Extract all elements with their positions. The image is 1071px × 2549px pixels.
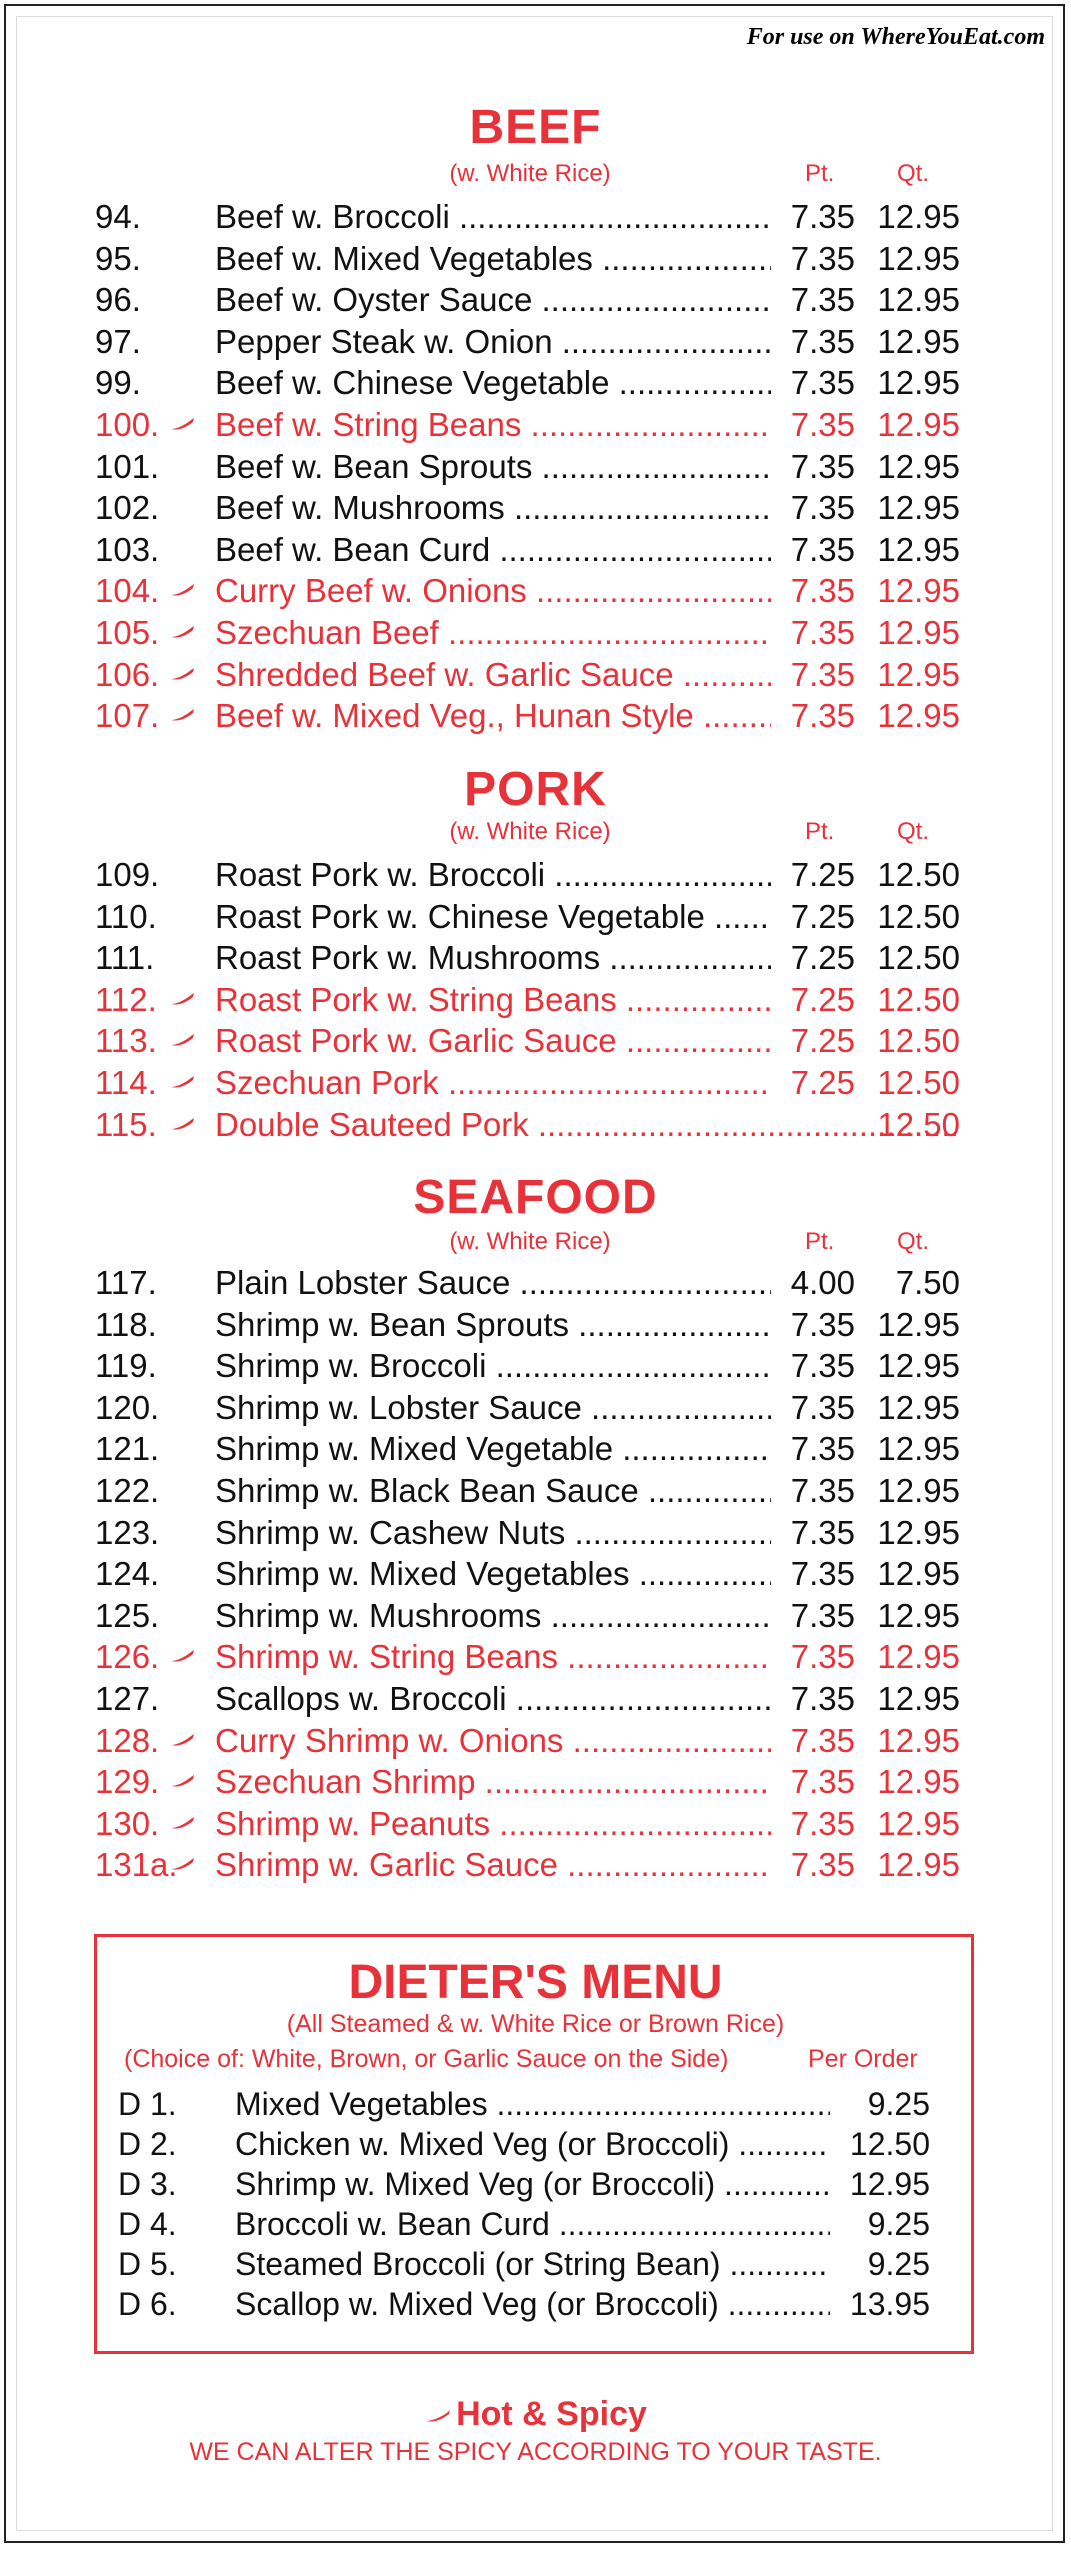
item-name: Beef w. Bean Curd ..... (215, 529, 771, 571)
pint-column-header: Pt. (805, 818, 835, 845)
item-name: Beef w. Mixed Veg., Hunan Style ..... (215, 695, 771, 737)
quart-price: 12.95 (877, 322, 960, 360)
item-name: Beef w. Chinese Vegetable ..... (215, 362, 771, 404)
quart-price: 12.95 (877, 1430, 960, 1468)
item-number: 123. (95, 1513, 160, 1551)
dieters-item-name: Shrimp w. Mixed Veg (or Broccoli) ..... (235, 2164, 830, 2204)
quart-price: 12.95 (877, 1596, 960, 1634)
item-name: Shredded Beef w. Garlic Sauce ..... (215, 654, 771, 696)
menu-item-row (0, 1595, 1071, 1637)
dieters-item-row (0, 2164, 1071, 2204)
chili-pepper-icon (170, 1034, 196, 1046)
menu-item-row (0, 570, 1071, 612)
quart-price: 12.95 (877, 1305, 960, 1343)
dieters-note-1: (All Steamed & w. White Rice or Brown Rice) (286, 2010, 785, 2038)
item-number: 105. (95, 614, 160, 651)
item-name: Shrimp w. Mixed Vegetables ..... (215, 1553, 771, 1595)
item-name: Szechuan Shrimp ..... (215, 1761, 771, 1803)
menu-item-row (0, 1020, 1071, 1062)
pint-price: 7.35 (790, 1513, 855, 1551)
item-number: 115. (95, 1105, 157, 1143)
item-number: 107. (95, 697, 160, 735)
menu-item-row (0, 446, 1071, 488)
pint-price: 7.35 (790, 364, 855, 402)
menu-item-row (0, 1387, 1071, 1429)
dieters-item-row (0, 2124, 1071, 2164)
menu-item-row (0, 654, 1071, 696)
quart-column-header: Qt. (897, 1228, 930, 1255)
quart-price: 12.95 (877, 281, 960, 319)
dieters-item-price: 9.25 (867, 2246, 930, 2282)
quart-price: 12.95 (877, 239, 960, 277)
dieters-item-row (0, 2244, 1071, 2284)
hot-spicy-legend (0, 2395, 1071, 2434)
dieters-item-row (0, 2284, 1071, 2324)
chili-pepper-icon (170, 993, 196, 1005)
item-name: Roast Pork w. Broccoli ..... (215, 854, 771, 896)
pint-price: 7.35 (790, 406, 855, 443)
pint-price: 7.25 (790, 856, 855, 893)
quart-price: 12.95 (877, 697, 960, 735)
item-name: Shrimp w. Garlic Sauce ..... (215, 1844, 771, 1886)
chili-pepper-icon (170, 584, 196, 596)
pint-price: 7.35 (790, 1846, 855, 1884)
menu-item-row (0, 1553, 1071, 1595)
quart-price: 12.95 (877, 447, 960, 485)
item-name: Szechuan Beef ..... (215, 612, 771, 654)
pint-price: 7.35 (790, 1388, 855, 1426)
item-number: 101. (95, 447, 160, 485)
item-number: 104. (95, 572, 160, 610)
item-name: Shrimp w. Mixed Vegetable ..... (215, 1428, 771, 1470)
item-name: Beef w. Broccoli ..... (215, 196, 771, 238)
dieters-menu-title: DIETER'S MENU (348, 1956, 723, 2009)
menu-item-row (0, 279, 1071, 321)
menu-item-row (0, 196, 1071, 238)
quart-price: 12.95 (877, 1846, 960, 1884)
dieters-item-row (0, 2204, 1071, 2244)
item-name: Beef w. Oyster Sauce ..... (215, 279, 771, 321)
pint-price: 7.25 (790, 1022, 855, 1060)
quart-price: 12.50 (877, 1022, 960, 1060)
dieters-item-price: 13.95 (849, 2286, 930, 2322)
item-number: 129. (95, 1763, 160, 1801)
quart-price: 12.50 (877, 1064, 960, 1101)
item-name: Beef w. Mixed Vegetables ..... (215, 238, 771, 280)
item-name: Shrimp w. Lobster Sauce ..... (215, 1387, 771, 1429)
quart-price: 12.95 (877, 1472, 960, 1509)
menu-item-row (0, 1761, 1071, 1803)
dieters-item-number: D 3. (118, 2166, 177, 2202)
pint-price: 7.25 (790, 980, 855, 1018)
dieters-item-row (0, 2084, 1071, 2124)
pint-price: 7.35 (790, 1721, 855, 1759)
item-number: 128. (95, 1721, 160, 1759)
quart-price: 12.95 (877, 1680, 960, 1717)
menu-item-row (0, 1345, 1071, 1387)
dieters-item-name: Chicken w. Mixed Veg (or Broccoli) ..... (235, 2124, 830, 2164)
chili-pepper-icon (424, 2409, 452, 2423)
item-number: 94. (95, 198, 141, 235)
item-number: 97. (95, 322, 141, 360)
quart-price: 12.50 (877, 856, 960, 893)
menu-item-row (0, 979, 1071, 1021)
quart-price: 12.95 (877, 1721, 960, 1759)
menu-item-row (0, 1470, 1071, 1512)
quart-price: 12.50 (877, 1105, 960, 1143)
quart-price: 12.95 (877, 1388, 960, 1426)
item-number: 103. (95, 530, 160, 568)
dieters-item-number: D 2. (118, 2126, 177, 2162)
item-name: Plain Lobster Sauce ..... (215, 1262, 771, 1304)
dieters-item-name: Mixed Vegetables ..... (235, 2084, 830, 2124)
chili-pepper-icon (170, 626, 196, 638)
item-name: Curry Beef w. Onions ..... (215, 570, 771, 612)
chili-pepper-icon (170, 1734, 196, 1746)
item-number: 102. (95, 489, 160, 527)
menu-item-row (0, 1062, 1071, 1104)
section-subtitle: (w. White Rice) (449, 1228, 611, 1255)
menu-item-row (0, 896, 1071, 938)
menu-item-row (0, 1304, 1071, 1346)
section-title: SEAFOOD (413, 1171, 658, 1224)
item-name: Beef w. String Beans ..... (215, 404, 771, 446)
chili-pepper-icon (170, 1858, 196, 1870)
item-number: 122. (95, 1472, 160, 1509)
item-name: Scallops w. Broccoli ..... (215, 1678, 771, 1720)
item-number: 131a. (95, 1846, 178, 1884)
quart-price: 12.95 (877, 1347, 960, 1385)
dieters-item-price: 12.95 (849, 2166, 930, 2202)
chili-pepper-icon (170, 418, 196, 430)
pint-price: 7.35 (790, 697, 855, 735)
item-name: Roast Pork w. Mushrooms ..... (215, 937, 771, 979)
quart-price: 12.95 (877, 489, 960, 527)
quart-price: 12.95 (877, 1513, 960, 1551)
item-name: Shrimp w. Black Bean Sauce ..... (215, 1470, 771, 1512)
item-name: Roast Pork w. String Beans ..... (215, 979, 771, 1021)
quart-price: 12.95 (877, 655, 960, 693)
section-title: PORK (464, 763, 607, 816)
item-name: Double Sauteed Pork ..... (215, 1104, 956, 1146)
chili-pepper-icon (170, 1076, 196, 1088)
quart-price: 12.95 (877, 1804, 960, 1842)
item-name: Shrimp w. String Beans ..... (215, 1636, 771, 1678)
pint-price: 7.35 (790, 530, 855, 568)
quart-price: 12.50 (877, 939, 960, 977)
dieters-item-price: 9.25 (867, 2086, 930, 2122)
chili-pepper-icon (170, 1775, 196, 1787)
item-number: 110. (95, 897, 157, 935)
quart-price: 12.95 (877, 1638, 960, 1676)
menu-item-row (0, 238, 1071, 280)
pint-price: 7.35 (790, 1347, 855, 1385)
chili-pepper-icon (170, 1118, 196, 1130)
quart-price: 12.95 (877, 572, 960, 610)
item-number: 113. (95, 1022, 157, 1060)
item-number: 119. (95, 1347, 157, 1385)
watermark: For use on WhereYouEat.com (746, 24, 1045, 50)
menu-item-row (0, 854, 1071, 896)
pint-price: 7.35 (790, 1555, 855, 1593)
quart-price: 7.50 (895, 1264, 960, 1301)
pint-price: 7.25 (790, 897, 855, 935)
pint-column-header: Pt. (805, 1228, 835, 1255)
hot-spicy-label: Hot & Spicy (456, 2395, 647, 2433)
item-number: 121. (95, 1430, 160, 1468)
menu-item-row (0, 321, 1071, 363)
item-number: 127. (95, 1680, 160, 1717)
item-name: Pepper Steak w. Onion ..... (215, 321, 771, 363)
item-number: 125. (95, 1596, 160, 1634)
pint-price: 4.00 (790, 1264, 855, 1301)
dieters-item-number: D 1. (118, 2086, 177, 2122)
pint-price: 7.35 (790, 1638, 855, 1676)
spicy-note: WE CAN ALTER THE SPICY ACCORDING TO YOUR TASTE. (189, 2438, 882, 2466)
pint-price: 7.35 (790, 572, 855, 610)
pint-price: 7.35 (790, 198, 855, 235)
pint-price: 7.35 (790, 281, 855, 319)
pint-price: 7.35 (790, 1596, 855, 1634)
item-name: Szechuan Pork ..... (215, 1062, 771, 1104)
item-name: Shrimp w. Mushrooms ..... (215, 1595, 771, 1637)
pint-price: 7.35 (790, 655, 855, 693)
pint-price: 7.35 (790, 1763, 855, 1801)
menu-item-row (0, 1720, 1071, 1762)
quart-column-header: Qt. (897, 160, 930, 187)
dieters-item-price: 9.25 (867, 2206, 930, 2242)
section-subtitle: (w. White Rice) (449, 160, 611, 187)
dieters-per-order: Per Order (808, 2045, 918, 2073)
menu-item-row (0, 487, 1071, 529)
menu-item-row (0, 1428, 1071, 1470)
menu-item-row (0, 1636, 1071, 1678)
item-number: 95. (95, 239, 141, 277)
pint-price: 7.35 (790, 239, 855, 277)
menu-item-row (0, 362, 1071, 404)
menu-item-row (0, 529, 1071, 571)
item-name: Shrimp w. Cashew Nuts ..... (215, 1512, 771, 1554)
item-number: 114. (95, 1064, 157, 1101)
pint-price: 7.25 (790, 1064, 855, 1101)
item-number: 100. (95, 406, 160, 443)
chili-pepper-icon (170, 1650, 196, 1662)
item-number: 111. (95, 939, 155, 977)
quart-price: 12.95 (877, 198, 960, 235)
item-number: 109. (95, 856, 160, 893)
item-number: 117. (95, 1264, 157, 1301)
item-name: Curry Shrimp w. Onions ..... (215, 1720, 771, 1762)
item-number: 124. (95, 1555, 160, 1593)
pint-price: 7.35 (790, 1680, 855, 1717)
quart-price: 12.95 (877, 1763, 960, 1801)
section-title: BEEF (469, 101, 602, 154)
item-number: 118. (95, 1305, 157, 1343)
menu-item-row (0, 404, 1071, 446)
menu-item-row (0, 1678, 1071, 1720)
dieters-item-name: Scallop w. Mixed Veg (or Broccoli) ..... (235, 2284, 830, 2324)
dieters-item-price: 12.50 (849, 2126, 930, 2162)
menu-item-row (0, 1104, 1071, 1146)
pint-price: 7.35 (790, 1472, 855, 1509)
menu-item-row (0, 1512, 1071, 1554)
quart-price: 12.95 (877, 530, 960, 568)
chili-pepper-icon (170, 1817, 196, 1829)
quart-price: 12.50 (877, 980, 960, 1018)
menu-item-row (0, 937, 1071, 979)
chili-pepper-icon (170, 668, 196, 680)
dieters-item-number: D 5. (118, 2246, 177, 2282)
item-number: 126. (95, 1638, 160, 1676)
quart-price: 12.95 (877, 614, 960, 651)
item-name: Shrimp w. Peanuts ..... (215, 1803, 771, 1845)
item-number: 130. (95, 1804, 160, 1842)
item-number: 96. (95, 281, 141, 319)
pint-column-header: Pt. (805, 160, 835, 187)
quart-price: 12.95 (877, 1555, 960, 1593)
item-name: Beef w. Bean Sprouts ..... (215, 446, 771, 488)
item-name: Shrimp w. Bean Sprouts ..... (215, 1304, 771, 1346)
menu-item-row (0, 695, 1071, 737)
menu-item-row (0, 1844, 1071, 1886)
item-number: 99. (95, 364, 141, 402)
section-subtitle: (w. White Rice) (449, 818, 611, 845)
pint-price: 7.25 (790, 939, 855, 977)
quart-column-header: Qt. (897, 818, 930, 845)
pint-price: 7.35 (790, 614, 855, 651)
quart-price: 12.95 (877, 364, 960, 402)
menu-item-row (0, 1262, 1071, 1304)
pint-price: 7.35 (790, 322, 855, 360)
item-number: 106. (95, 655, 160, 693)
item-name: Roast Pork w. Chinese Vegetable ..... (215, 896, 771, 938)
quart-price: 12.50 (877, 897, 960, 935)
item-number: 112. (95, 980, 157, 1018)
chili-pepper-icon (170, 709, 196, 721)
item-number: 120. (95, 1388, 160, 1426)
pint-price: 7.35 (790, 1804, 855, 1842)
pint-price: 7.35 (790, 1305, 855, 1343)
menu-item-row (0, 612, 1071, 654)
dieters-item-number: D 6. (118, 2286, 177, 2322)
pint-price: 7.35 (790, 489, 855, 527)
pint-price: 7.35 (790, 447, 855, 485)
item-name: Roast Pork w. Garlic Sauce ..... (215, 1020, 771, 1062)
item-name: Shrimp w. Broccoli ..... (215, 1345, 771, 1387)
dieters-item-name: Steamed Broccoli (or String Bean) ..... (235, 2244, 830, 2284)
dieters-item-name: Broccoli w. Bean Curd ..... (235, 2204, 830, 2244)
quart-price: 12.95 (877, 406, 960, 443)
dieters-item-number: D 4. (118, 2206, 177, 2242)
menu-item-row (0, 1803, 1071, 1845)
item-name: Beef w. Mushrooms ..... (215, 487, 771, 529)
dieters-note-2: (Choice of: White, Brown, or Garlic Sauce on the Side) (124, 2045, 729, 2073)
pint-price: 7.35 (790, 1430, 855, 1468)
